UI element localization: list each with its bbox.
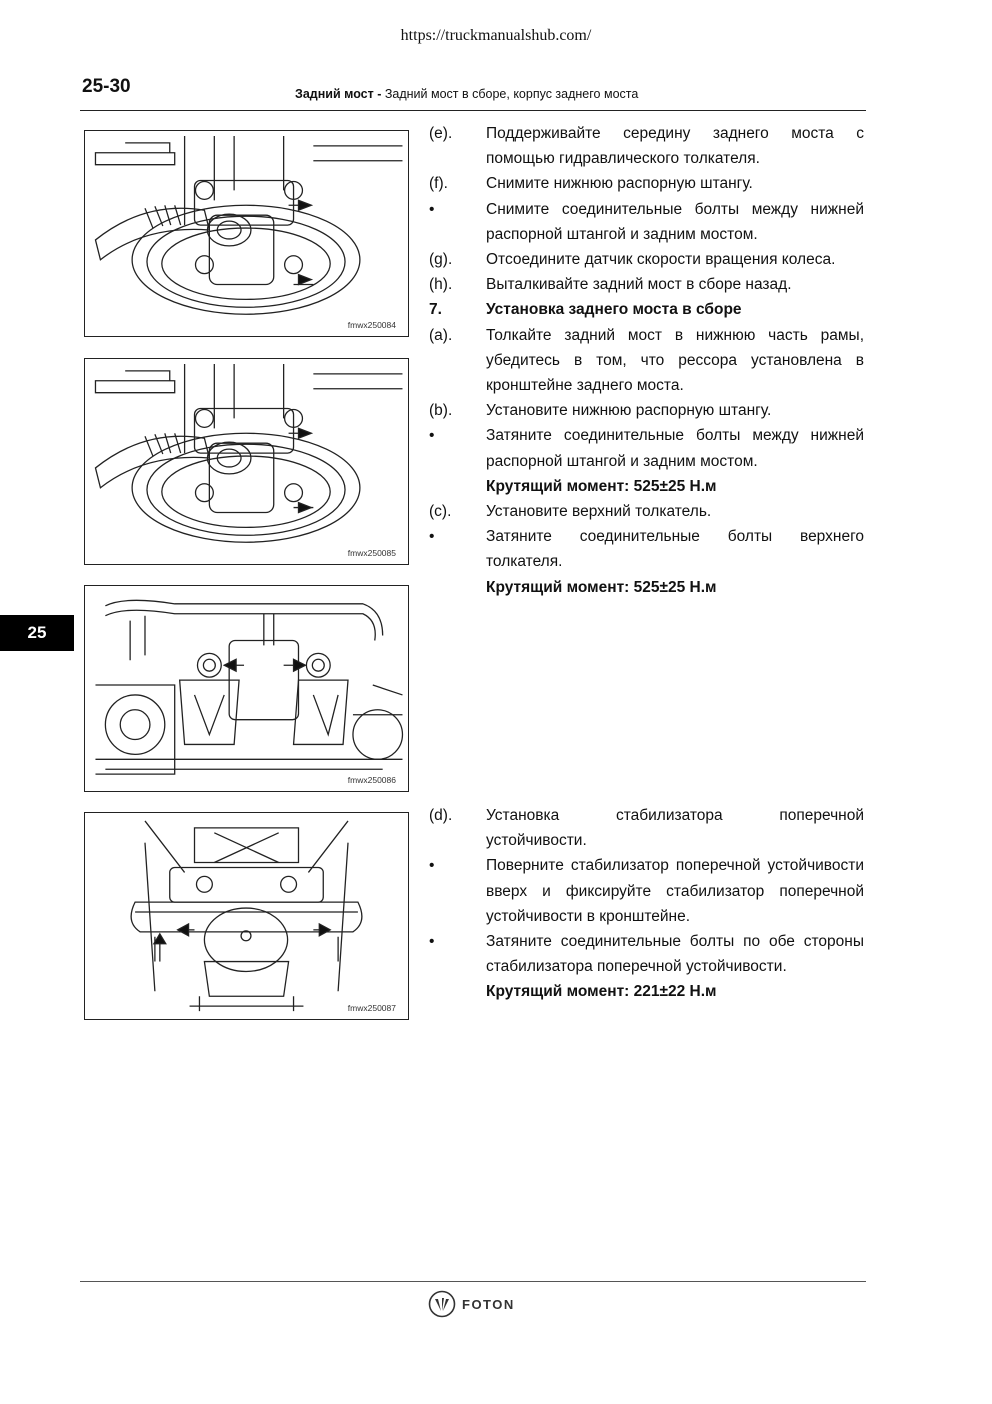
step-g	[429, 247, 864, 272]
step-text: Выталкивайте задний мост в сборе назад.	[486, 276, 792, 294]
torque-spec: Крутящий момент: 525±25 Н.м	[486, 477, 717, 495]
step-a	[429, 323, 864, 399]
step-label: (a).	[429, 326, 453, 344]
bullet-text: Затяните соединительные болты верхнего толкателя.	[486, 528, 864, 571]
bullet-text: Затяните соединительные болты между нижней распорной штангой и задним мостом.	[486, 427, 864, 470]
figure-upper-pusher	[84, 585, 409, 792]
step-h	[429, 272, 864, 297]
page-title-subsection: Задний мост в сборе, корпус заднего моста	[384, 87, 639, 101]
source-url: https://truckmanualshub.com/	[400, 27, 592, 44]
step-text: Толкайте задний мост в нижнюю часть рамы, убедитесь в том, что рессора установлена в кронштейне заднего моста.	[486, 326, 864, 395]
figure-caption: fmwx250085	[347, 548, 396, 558]
step-d-bullet-1	[429, 853, 864, 929]
section-title: Установка заднего моста в сборе	[486, 301, 742, 319]
chapter-tab: 25	[0, 615, 74, 651]
bullet-mark: •	[429, 528, 435, 546]
page-number: 25-30	[82, 76, 131, 97]
torque-spec: Крутящий момент: 221±22 Н.м	[486, 983, 717, 1001]
bullet-mark: •	[429, 933, 435, 951]
step-label: (b).	[429, 402, 453, 420]
page-title-section: Задний мост -	[295, 87, 382, 101]
bullet-text: Поверните стабилизатор поперечной устойчивости вверх и фиксируйте стабилизатор поперечной устойчивости в кронштейне.	[486, 857, 864, 925]
step-text: Установка стабилизатора поперечной устойчивости.	[486, 807, 864, 850]
figure-lower-strut-removal	[84, 130, 409, 337]
bullet-mark: •	[429, 200, 435, 218]
section-7-heading	[429, 297, 864, 322]
figure-caption: fmwx250086	[347, 775, 396, 785]
step-label: (h).	[429, 276, 453, 294]
brand-logo	[428, 1290, 515, 1318]
bullet-text: Затяните соединительные болты по обе стороны стабилизатора поперечной устойчивости.	[486, 933, 864, 976]
step-d	[429, 803, 864, 853]
step-b	[429, 398, 864, 423]
bullet-mark: •	[429, 427, 435, 445]
figure-lower-strut-install	[84, 358, 409, 565]
step-d-bullet-2	[429, 929, 864, 979]
section-number: 7.	[429, 301, 442, 319]
page-title	[295, 87, 638, 101]
step-b-bullet	[429, 423, 864, 473]
figure-stabilizer-bar	[84, 812, 409, 1020]
step-label: (f).	[429, 175, 448, 193]
brand-name: FOTON	[462, 1296, 515, 1312]
step-label: (g).	[429, 251, 453, 269]
step-label: (c).	[429, 503, 452, 521]
instructions-block-2	[429, 803, 864, 1005]
header-divider	[80, 110, 866, 111]
step-text: Поддерживайте середину заднего моста с помощью гидравлического толкателя.	[486, 125, 864, 168]
figure-caption: fmwx250087	[347, 1003, 396, 1013]
step-c	[429, 499, 864, 524]
step-text: Отсоедините датчик скорости вращения колеса.	[486, 251, 836, 269]
step-f-bullet	[429, 197, 864, 247]
step-e	[429, 121, 864, 171]
figure-caption: fmwx250084	[347, 320, 396, 330]
step-c-bullet	[429, 524, 864, 574]
step-text: Снимите нижнюю распорную штангу.	[486, 175, 753, 193]
step-text: Установите нижнюю распорную штангу.	[486, 402, 772, 420]
step-label: (d).	[429, 807, 453, 824]
torque-spec: Крутящий момент: 525±25 Н.м	[486, 578, 717, 596]
instructions-block-1	[429, 121, 864, 600]
step-f	[429, 171, 864, 196]
step-label: (e).	[429, 125, 453, 142]
bullet-text: Снимите соединительные болты между нижней распорной штангой и задним мостом.	[486, 200, 864, 243]
footer-divider	[80, 1281, 866, 1282]
step-text: Установите верхний толкатель.	[486, 503, 712, 521]
bullet-mark: •	[429, 857, 435, 875]
foton-emblem-icon	[428, 1290, 456, 1318]
